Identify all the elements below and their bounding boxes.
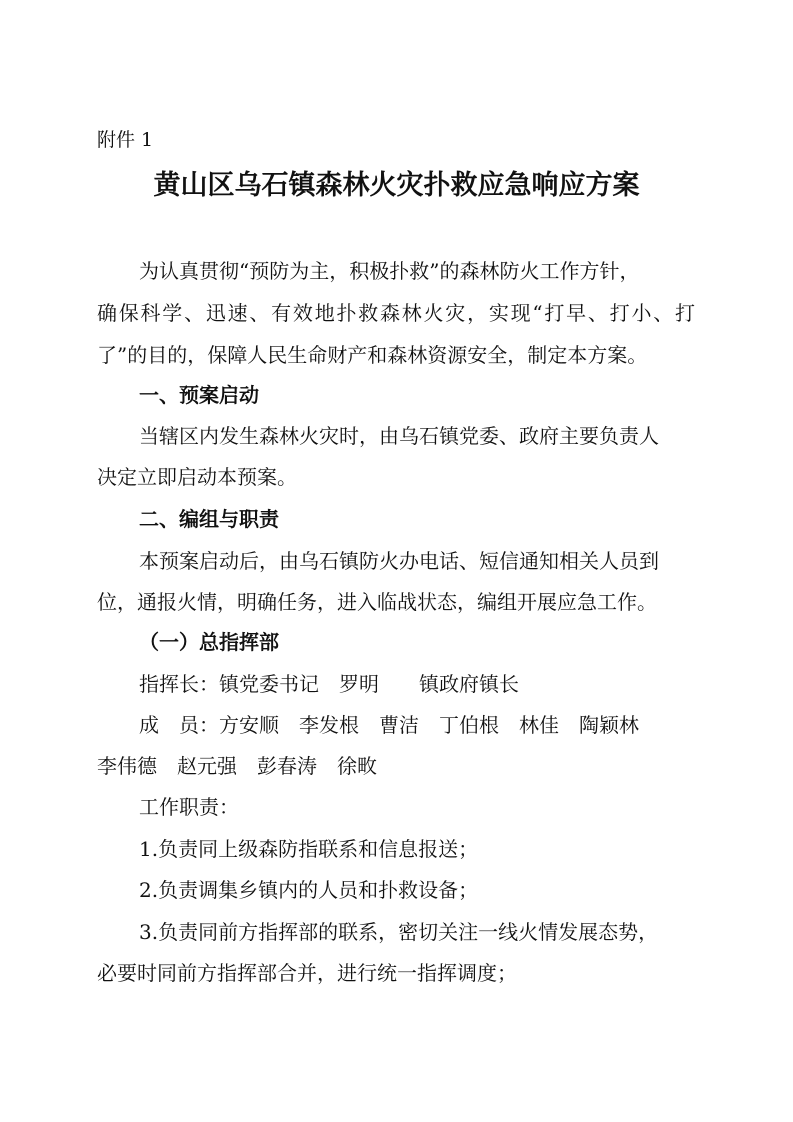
duty-item-3-continued: 必要时同前方指挥部合并，进行统一指挥调度；: [97, 961, 517, 985]
duties-label: 工作职责：: [139, 795, 239, 819]
attachment-label: 附件 1: [97, 129, 154, 151]
section2-heading: 二、编组与职责: [139, 507, 279, 531]
section1-line-1: 当辖区内发生森林火灾时，由乌石镇党委、政府主要负责人: [139, 424, 659, 448]
commander-line: 指挥长：镇党委书记 罗明 镇政府镇长: [139, 672, 519, 696]
section2-line-1: 本预案启动后，由乌石镇防火办电话、短信通知相关人员到: [139, 549, 659, 573]
intro-line-1: 为认真贯彻“预防为主，积极扑救”的森林防火工作方针，: [139, 259, 640, 283]
intro-line-2: 确保科学、迅速、有效地扑救森林火灾，实现“打早、打小、打: [97, 301, 695, 325]
section1-line-2: 决定立即启动本预案。: [97, 465, 297, 489]
members-line-2: 李伟德 赵元强 彭春涛 徐畋: [97, 754, 377, 778]
document-title: 黄山区乌石镇森林火灾扑救应急响应方案: [153, 170, 640, 201]
duty-item-1: 1.负责同上级森防指联系和信息报送；: [139, 837, 479, 861]
section1-heading: 一、预案启动: [139, 383, 259, 407]
duty-item-2: 2.负责调集乡镇内的人员和扑救设备；: [139, 878, 479, 902]
subsection1-heading: （一）总指挥部: [139, 630, 279, 654]
members-line-1: 成 员：方安顺 李发根 曹洁 丁伯根 林佳 陶颖林: [139, 713, 639, 737]
section2-line-2: 位，通报火情，明确任务，进入临战状态，编组开展应急工作。: [97, 590, 657, 614]
duty-item-3: 3.负责同前方指挥部的联系，密切关注一线火情发展态势，: [139, 920, 659, 944]
intro-line-3: 了”的目的，保障人民生命财产和森林资源安全，制定本方案。: [97, 343, 648, 367]
